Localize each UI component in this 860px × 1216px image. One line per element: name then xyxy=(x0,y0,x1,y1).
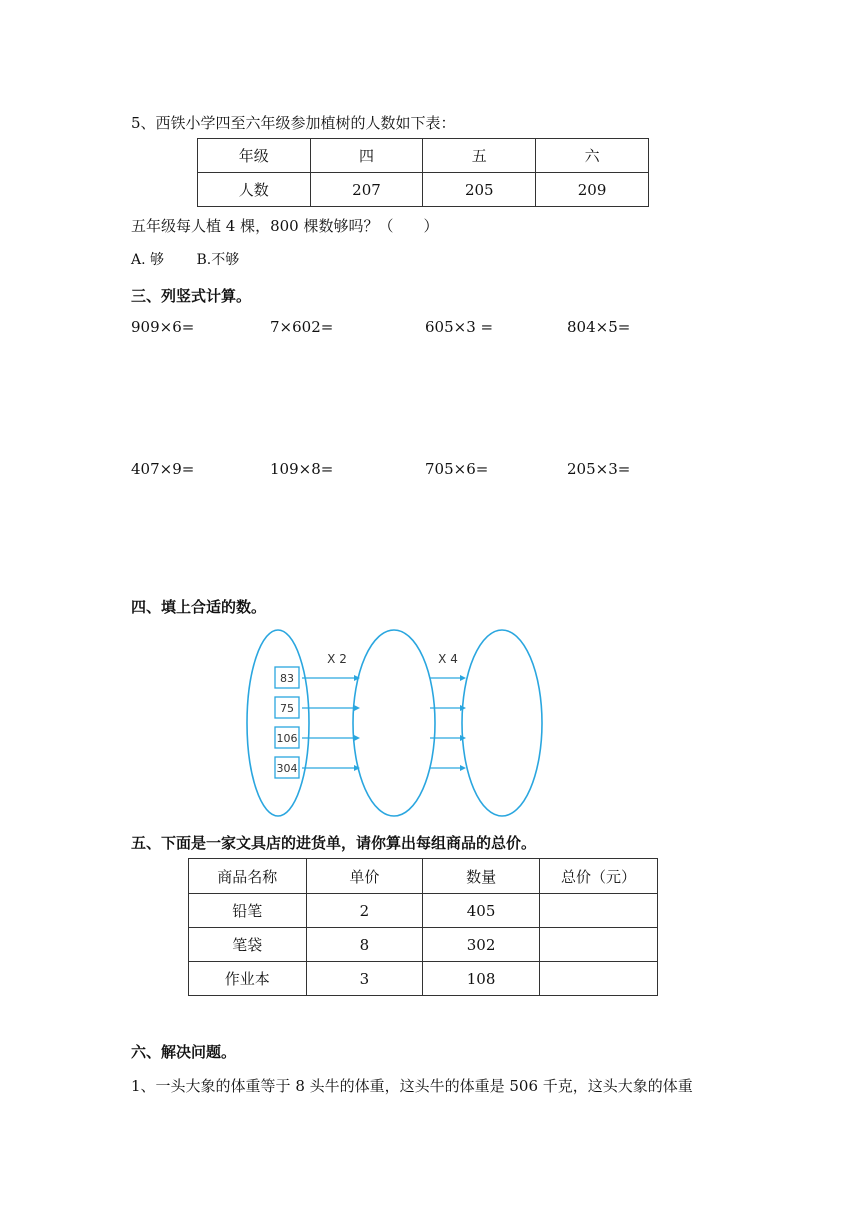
q5-table xyxy=(197,138,649,207)
purchase-row xyxy=(189,894,658,928)
input-value: 304 xyxy=(276,762,298,775)
q5-header-row xyxy=(198,139,649,173)
section5-title: 五、下面是一家文具店的进货单，请你算出每组商品的总价。 xyxy=(131,834,537,852)
unit-price: 8 xyxy=(306,928,423,962)
q5-data-row xyxy=(198,173,649,207)
section3-title: 三、列竖式计算。 xyxy=(131,287,252,305)
q5-header-cell: 六 xyxy=(536,139,649,173)
total-price-blank[interactable] xyxy=(539,894,657,928)
section6-title: 六、解决问题。 xyxy=(131,1043,237,1061)
q5-data-cell: 207 xyxy=(310,173,423,207)
calc-item: 804×5= xyxy=(567,318,631,336)
q5-data-cell: 209 xyxy=(536,173,649,207)
calc-item: 605×3 = xyxy=(425,318,494,336)
unit-price: 3 xyxy=(306,962,423,996)
q5-header-cell: 四 xyxy=(310,139,423,173)
calc-item: 7×602= xyxy=(270,318,334,336)
q5-data-cell: 人数 xyxy=(198,173,311,207)
problem-1: 1、一头大象的体重等于 8 头牛的体重，这头牛的体重是 506 千克，这头大象的体重 xyxy=(131,1077,693,1095)
section4-title: 四、填上合适的数。 xyxy=(131,598,267,616)
item-name: 笔袋 xyxy=(189,928,307,962)
q5-options: A. 够 B.不够 xyxy=(131,252,240,268)
q5-data-cell: 205 xyxy=(423,173,536,207)
mapping-diagram xyxy=(240,625,550,820)
item-name: 铅笔 xyxy=(189,894,307,928)
output-ellipse xyxy=(462,630,542,816)
quantity: 302 xyxy=(423,928,540,962)
calc-item: 109×8= xyxy=(270,460,334,478)
q5-title: 5、西铁小学四至六年级参加植树的人数如下表： xyxy=(131,114,456,132)
total-price-blank[interactable] xyxy=(539,928,657,962)
input-value: 83 xyxy=(280,672,294,685)
arrow-head-icon xyxy=(354,705,360,711)
q5-question: 五年级每人植 4 棵，800 棵数够吗？（ ） xyxy=(131,217,439,235)
unit-price: 2 xyxy=(306,894,423,928)
calc-item: 705×6= xyxy=(425,460,489,478)
input-ellipse xyxy=(247,630,309,816)
purchase-header-cell: 商品名称 xyxy=(189,859,307,894)
arrow-head-icon xyxy=(354,735,360,741)
input-value: 106 xyxy=(276,732,298,745)
q5-header-cell: 五 xyxy=(423,139,536,173)
purchase-header-cell: 总价（元） xyxy=(539,859,657,894)
operator-label: X 4 xyxy=(438,652,458,666)
total-price-blank[interactable] xyxy=(539,962,657,996)
calc-item: 909×6= xyxy=(131,318,195,336)
quantity: 405 xyxy=(423,894,540,928)
calc-item: 205×3= xyxy=(567,460,631,478)
purchase-header-cell: 数量 xyxy=(423,859,540,894)
input-value: 75 xyxy=(280,702,294,715)
purchase-header-cell: 单价 xyxy=(306,859,423,894)
arrow-head-icon xyxy=(460,675,466,681)
quantity: 108 xyxy=(423,962,540,996)
q5-header-cell: 年级 xyxy=(198,139,311,173)
operator-label: X 2 xyxy=(327,652,347,666)
purchase-header-row xyxy=(189,859,658,894)
calc-item: 407×9= xyxy=(131,460,195,478)
purchase-row xyxy=(189,962,658,996)
purchase-row xyxy=(189,928,658,962)
purchase-table xyxy=(188,858,658,996)
item-name: 作业本 xyxy=(189,962,307,996)
middle-ellipse xyxy=(353,630,435,816)
arrow-head-icon xyxy=(460,765,466,771)
